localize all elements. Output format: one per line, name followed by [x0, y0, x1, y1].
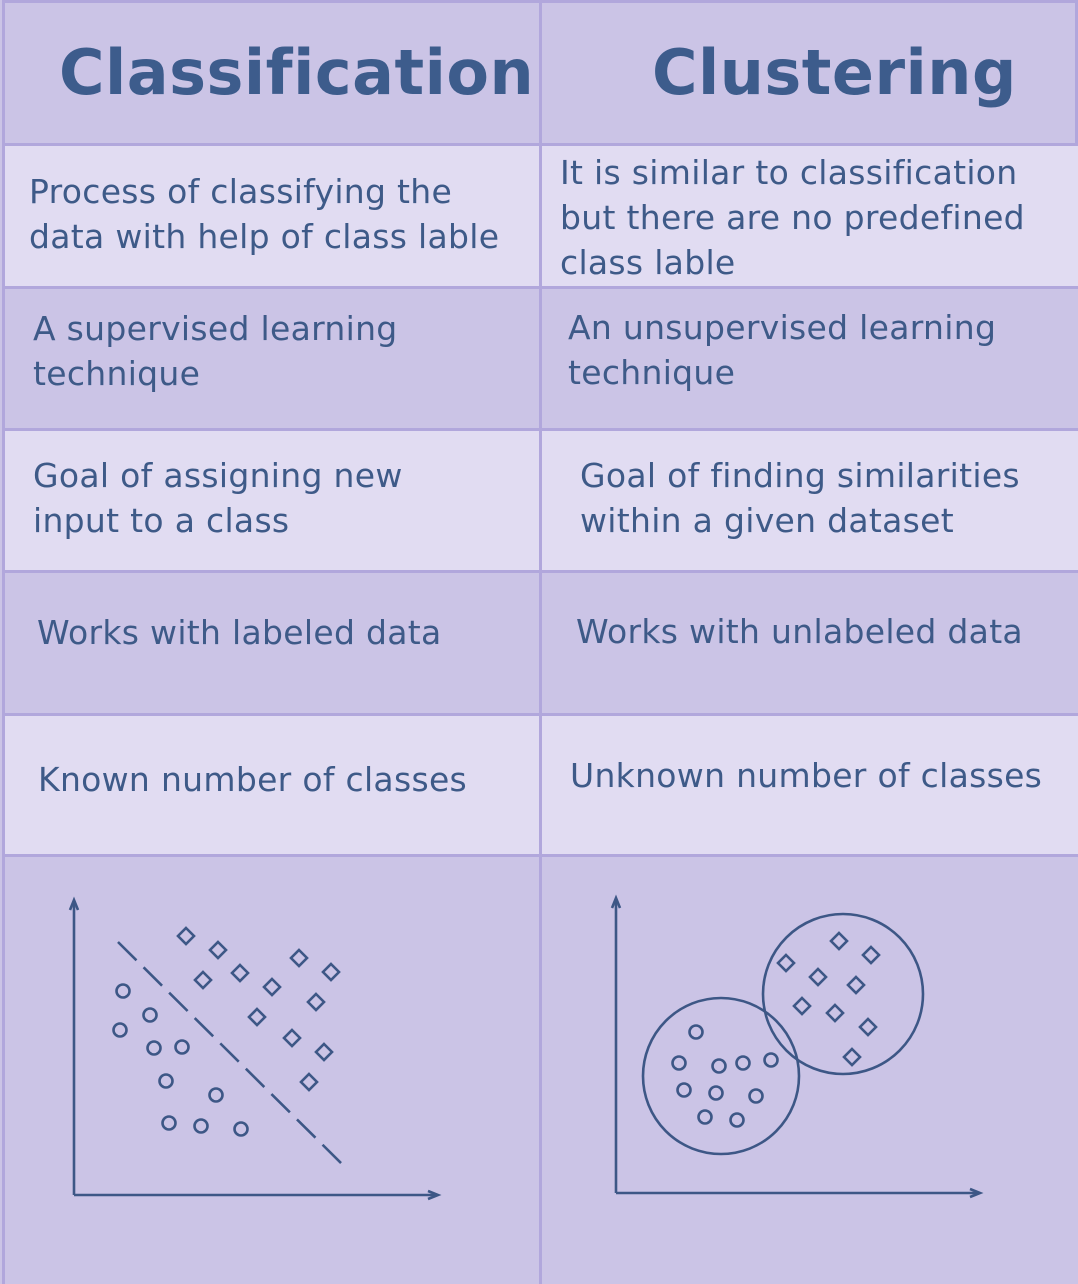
clustering-header: Clustering: [652, 36, 1017, 109]
illustration-left-cell: [2, 854, 542, 1284]
row-3-left-line-1: Goal of assigning new: [33, 456, 403, 495]
illustration-right-cell: [539, 854, 1078, 1284]
row-3-left-line-2: input to a class: [33, 501, 290, 540]
row-1-right-line-3: class lable: [560, 243, 736, 282]
row-3-right-line-1: Goal of finding similarities: [580, 456, 1020, 495]
row-1-right-line-1: It is similar to classification: [560, 153, 1018, 192]
row-5-right-line-1: Unknown number of classes: [570, 756, 1043, 795]
row-1-left-line-1: Process of classifying the: [29, 172, 453, 211]
row-4-right-line-1: Works with unlabeled data: [576, 612, 1023, 651]
classification-header: Classification: [59, 36, 535, 109]
row-2-left-line-1: A supervised learning: [33, 309, 398, 348]
row-2-right-line-1: An unsupervised learning: [568, 308, 997, 347]
row-3-right-line-2: within a given dataset: [580, 501, 955, 540]
row-2-right-line-2: technique: [568, 353, 736, 392]
row-1-left-line-2: data with help of class lable: [29, 217, 500, 256]
row-2-left-line-2: technique: [33, 354, 201, 393]
row-4-left-line-1: Works with labeled data: [37, 613, 442, 652]
row-5-left-line-1: Known number of classes: [38, 760, 468, 799]
row-1-right-line-2: but there are no predefined: [560, 198, 1025, 237]
